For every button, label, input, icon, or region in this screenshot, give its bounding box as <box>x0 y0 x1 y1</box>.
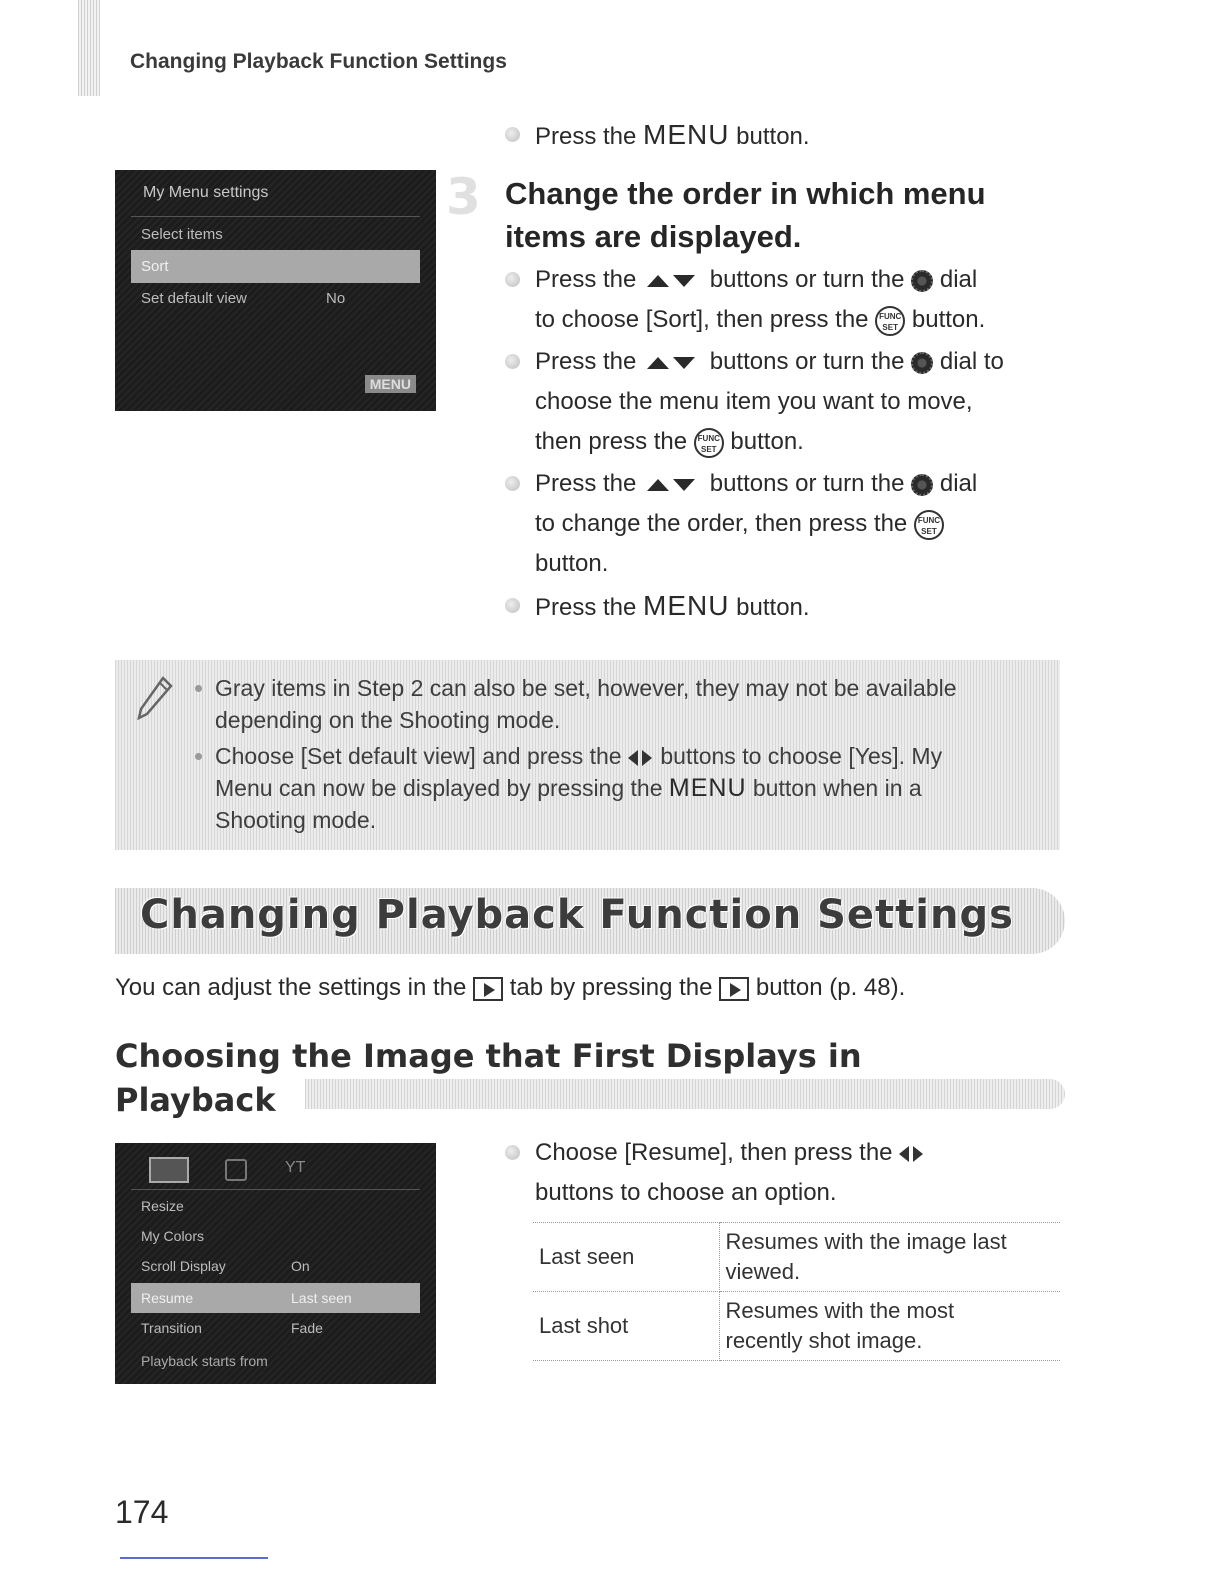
step3-bullet-3-cont: to change the order, then press the FUNC SET <box>535 504 944 544</box>
subsection-step: Choose [Resume], then press the <box>535 1133 925 1173</box>
playback-tab-icon <box>149 1157 189 1183</box>
option-desc: Resumes with the image last viewed. <box>719 1223 1060 1292</box>
menu-button-label: MENU <box>643 590 730 621</box>
screen-divider <box>131 216 420 217</box>
func-set-icon: FUNC SET <box>694 428 724 458</box>
option-desc: Resumes with the most recently shot image. <box>719 1292 1060 1361</box>
subsection-step-cont: buttons to choose an option. <box>535 1179 837 1206</box>
note-line-5: Shooting mode. <box>215 807 377 833</box>
menu-back-badge: MENU <box>365 375 416 393</box>
step3-bullet-3-cont2: button. <box>535 550 609 577</box>
step3-bullet-3: Press the buttons or turn the dial <box>535 464 977 504</box>
screen-row-set-default-view: Set default view No <box>141 290 346 307</box>
table-row <box>533 1223 1060 1292</box>
menu-button-label: MENU <box>643 119 730 150</box>
option-name: Last shot <box>533 1292 719 1361</box>
step3-bullet-4: Press the MENU button. <box>535 586 810 628</box>
func-set-icon: FUNC SET <box>914 510 944 540</box>
screen2-footer: Playback starts from <box>141 1353 268 1369</box>
settings-tab-icon: YT <box>285 1159 306 1176</box>
bullet-icon <box>505 1145 520 1160</box>
step3-bullet-2-cont: choose the menu item you want to move, <box>535 388 973 415</box>
bullet-icon <box>505 354 520 369</box>
bullet-icon <box>505 127 520 142</box>
playback-icon <box>473 977 503 1001</box>
screen-row-sort: Sort <box>131 250 420 283</box>
print-tab-icon <box>225 1159 247 1181</box>
bullet-icon <box>505 272 520 287</box>
step-title: Change the order in which menu items are displayed. <box>505 176 986 254</box>
screen-row-select-items: Select items <box>141 226 223 243</box>
table-row <box>533 1292 1060 1361</box>
screen2-row-selected: Resume Last seen <box>131 1283 420 1313</box>
note-line-4: Menu can now be displayed by pressing the MENU button when in a <box>215 774 922 802</box>
running-head: Changing Playback Function Settings <box>130 50 507 73</box>
note-line-2: depending on the Shooting mode. <box>215 707 561 733</box>
bullet-icon <box>505 598 520 613</box>
note-line-3: Choose [Set default view] and press the buttons to choose [Yes]. My <box>215 740 942 772</box>
up-down-arrow-icon <box>643 353 703 373</box>
camera-screen-my-menu <box>115 170 436 411</box>
screen2-row: Scroll Display On <box>141 1258 310 1274</box>
screen2-row: Transition Fade <box>141 1320 323 1336</box>
edge-tab <box>78 0 100 96</box>
screen2-row: My Colors <box>141 1228 205 1244</box>
option-name: Last seen <box>533 1223 719 1292</box>
control-dial-icon <box>911 474 933 496</box>
step3-bullet-1: Press the buttons or turn the dial <box>535 260 977 300</box>
step3-bullet-2: Press the buttons or turn the dial to <box>535 342 1004 382</box>
func-set-icon: FUNC SET <box>875 306 905 336</box>
screen-title: My Menu settings <box>143 184 269 201</box>
left-right-arrow-icon <box>899 1144 925 1164</box>
step-number: 3 <box>446 168 481 226</box>
options-table <box>533 1222 1060 1361</box>
page-number: 174 <box>115 1494 169 1530</box>
screen2-row: Resize <box>141 1198 184 1214</box>
link-underline[interactable] <box>120 1557 268 1559</box>
subsection-title: Choosing the Image that First Displays in Playback <box>115 1037 862 1119</box>
bullet-icon <box>505 476 520 491</box>
note-line-1: Gray items in Step 2 can also be set, however, they may not be available <box>215 672 957 704</box>
left-right-arrow-icon <box>628 748 654 768</box>
section-intro: You can adjust the settings in the tab by pressing the button (p. 48). <box>115 974 906 1001</box>
step3-bullet-2-cont2: then press the FUNC SET button. <box>535 422 804 462</box>
step-prev-line: Press the MENU button. <box>535 115 810 157</box>
playback-icon <box>719 977 749 1001</box>
note-box <box>115 660 1060 850</box>
step3-bullet-1-cont: to choose [Sort], then press the FUNC SET button. <box>535 300 985 340</box>
pencil-icon <box>135 674 175 722</box>
control-dial-icon <box>911 352 933 374</box>
camera-screen-playback-menu <box>115 1143 436 1384</box>
up-down-arrow-icon <box>643 271 703 291</box>
up-down-arrow-icon <box>643 475 703 495</box>
control-dial-icon <box>911 270 933 292</box>
section-title: Changing Playback Function Settings <box>140 892 1014 938</box>
